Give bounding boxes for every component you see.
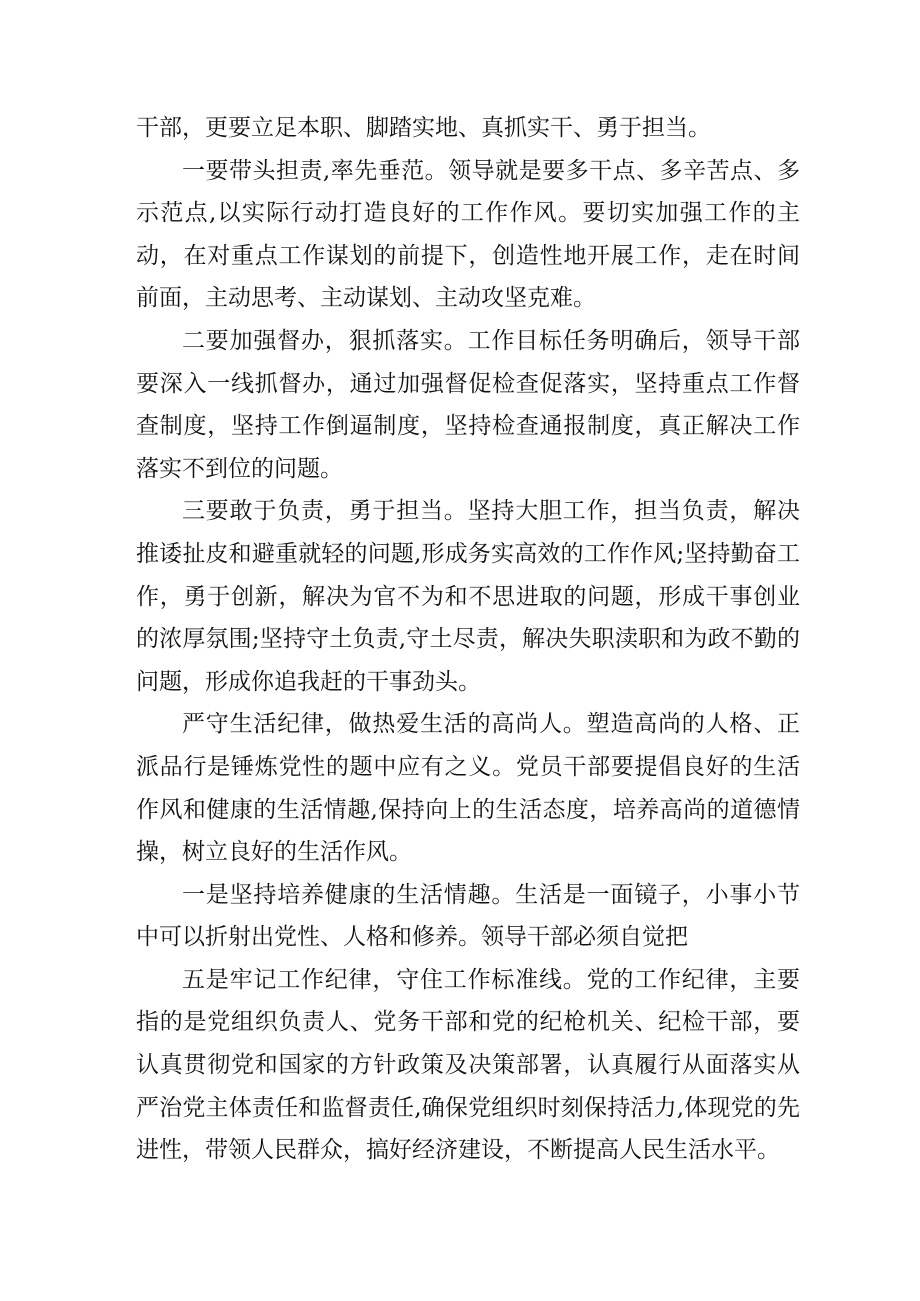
paragraph-4: 三要敢于负责，勇于担当。坚持大胆工作，担当负责，解决推诿扯皮和避重就轻的问题,形成务实高效的工作作风;坚持勤奋工作，勇于创新，解决为官不为和不思进取的问题，形成干事创业的浓厚氛围;坚持守土负责,守土尽责，解决失职渎职和为政不勤的问题，形成你追我赶的干事劲头。 <box>136 498 800 695</box>
paragraph-3: 二要加强督办，狠抓落实。工作目标任务明确后，领导干部要深入一线抓督办，通过加强督促检查促落实，坚持重点工作督查制度，坚持工作倒逼制度，坚持检查通报制度，真正解决工作落实不到位的问题。 <box>136 327 800 482</box>
paragraph-7: 五是牢记工作纪律，守住工作标准线。党的工作纪律，主要指的是党组织负责人、党务干部和党的纪枪机关、纪检干部，要认真贯彻党和国家的方针政策及决策部署，认真履行从面落实从严治党主体责任和监督责任,确保党组织时刻保持活力,体现党的先进性，带领人民群众，搞好经济建设，不断提高人民生活水平。 <box>136 966 800 1164</box>
document-body <box>136 107 800 1172</box>
paragraph-2: 一要带头担责,率先垂范。领导就是要多干点、多辛苦点、多示范点,以实际行动打造良好的工作作风。要切实加强工作的主动，在对重点工作谋划的前提下，创造性地开展工作，走在时间前面，主动思考、主动谋划、主动攻坚克难。 <box>136 157 800 312</box>
paragraph-1: 干部，更要立足本职、脚踏实地、真抓实干、勇于担当。 <box>136 115 711 141</box>
paragraph-5: 严守生活纪律，做热爱生活的高尚人。塑造高尚的人格、正派品行是锤炼党性的题中应有之义。党员干部要提倡良好的生活作风和健康的生活情趣,保持向上的生活态度，培养高尚的道德情操，树立良好的生活作风。 <box>136 711 800 866</box>
paragraph-6: 一是坚持培养健康的生活情趣。生活是一面镜子，小事小节中可以折射出党性、人格和修养。领导干部必须自觉把 <box>136 881 800 951</box>
